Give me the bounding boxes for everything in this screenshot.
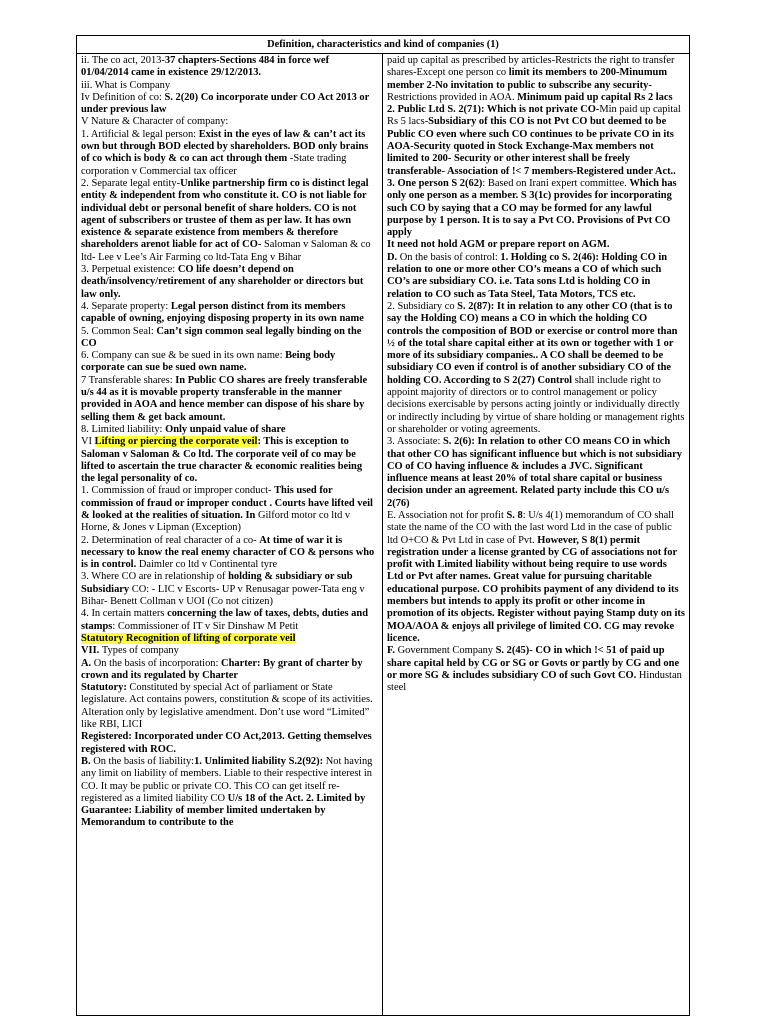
text-run: : Based on Irani expert committee.: [482, 177, 630, 189]
text-run: : This is exception to Saloman v Saloman & Co ltd. The corporate veil of co may be lifted to ascertain the true character & economic realities being the legal personality of co.: [81, 436, 363, 485]
text-run: Iv Definition of co:: [81, 91, 165, 103]
paragraph: [387, 301, 685, 436]
text-run: However, S 8(1) permit registration under a license granted by CG of associations not for profit with Limited liability without being require to use words Ltd or Pvt after names. Great value for pursuing charitable educational purpose. CO prohibits payment of any dividend to its members but intends to apply its profit or other income in promotion of its objects. Register without paying Stamp duty on its MOA/AOA & enjoys all privilege of limited CO. CG may revoke licence.: [387, 534, 685, 644]
text-run: Min paid up capital Rs 5 lacs-: [387, 104, 681, 128]
paragraph: [81, 55, 378, 80]
text-run: 4. Separate property:: [81, 300, 171, 312]
text-run: Types of company: [101, 645, 179, 657]
text-run: Restrictions provided in AOA.: [387, 91, 518, 103]
paragraph: [81, 301, 378, 326]
text-run: Association not for profit: [398, 509, 507, 521]
paragraph: [81, 658, 378, 683]
text-run: U/s 18 of the Act. 2. Limited by Guarantee: Liability of member limited undertaken by Memorandum to contribute to the: [81, 792, 366, 829]
text-run: concerning the law of taxes, debts, duties and stamps: [81, 608, 369, 632]
paragraph: [81, 116, 378, 128]
text-run: V Nature & Character of company:: [81, 116, 229, 128]
paragraph: [387, 178, 685, 239]
paragraph: [81, 682, 378, 731]
text-run: E.: [387, 509, 399, 521]
paragraph: [387, 239, 685, 251]
text-run: Minimum paid up capital Rs 2 lacs: [517, 91, 673, 103]
text-run: On the basis of control:: [399, 251, 501, 263]
paragraph: [387, 510, 685, 645]
text-run: Being body corporate can sue be sued own name.: [81, 350, 336, 374]
text-run: S. 2(87): It in relation to any other CO (that is to say the Holding CO) means a CO in which the holding CO controls the composition of BOD or exercise or control more than ½ of the total share capital either at its own or together with 1 or more of its subsidiary companies.. A CO shall be deemed to be subsidiary CO even if control is of another subsidiary CO of the holding CO. According to S 2(27) Control: [387, 300, 678, 386]
text-run: Charter: By grant of charter by crown and its regulated by Charter: [81, 657, 363, 681]
text-run: Registered: Incorporated under CO Act,2013. Getting themselves registered with ROC.: [81, 731, 372, 755]
highlighted-text: Statutory Recognition of lifting of corporate veil: [81, 632, 296, 644]
paragraph: [81, 129, 378, 178]
text-run: 3. One person S 2(62): [387, 177, 483, 189]
paragraph: [81, 436, 378, 485]
document-title: Definition, characteristics and kind of companies (1): [77, 36, 689, 54]
paragraph: [387, 55, 685, 104]
text-run: 1. Commission of fraud or improper conduct-: [81, 485, 275, 497]
text-run: B.: [81, 755, 94, 767]
text-run: This used for commission of fraud or improper conduct . Courts have lifted veil & looked at the realities of situation. In: [81, 485, 373, 521]
paragraph: [81, 535, 378, 572]
text-run: 3. Where CO are in relationship of: [81, 571, 229, 583]
paragraph: [81, 633, 378, 645]
text-run: 1. Holding co S. 2(46): Holding CO in relation to one or more other CO’s means a CO of which such CO’s are subsidiary CO. i.e. Tata sons Ltd is holding CO in relation to CO such as Tata Steel, Tata Motors, TCS etc.: [387, 251, 668, 300]
text-run: paid up capital as prescribed by articles-Restricts the right to transfer shares-Except one person co: [387, 55, 675, 79]
text-run: limit its members to 200-Minumum member 2-No invitation to public to subscribe any security-: [387, 67, 668, 91]
text-run: 2.: [387, 300, 398, 312]
text-run: 5. Common Seal:: [81, 325, 157, 337]
paragraph: [387, 252, 685, 301]
text-run: Exist in the eyes of law & can’t act its own but through BOD elected by shareholders. BOD only brains of co which is body & co can act through them: [81, 128, 369, 165]
text-run: 4. In certain matters: [81, 608, 168, 620]
text-run: Hindustan steel: [387, 669, 682, 694]
text-run: : U/s 4(1) memorandum of CO shall state the name of the CO with the last word Ltd in the case of public ltd O+CO & Pvt Ltd in case of Pvt.: [387, 509, 675, 546]
document-page: [76, 35, 690, 1016]
text-run: Not having any limit on liability of members. Liable to their respective interest in CO. It may be public or private CO. This CO can get itself re-registered as a limited liability CO: [81, 755, 373, 804]
text-run: 2. Separate legal entity-: [81, 177, 181, 189]
text-run: Which has only one person as a member. S 3(1c) provides for incorporating such CO by saying that a CO may be formed for any lawful purpose by 1 person. It is to say a Pvt CO. Provisions of Pvt CO apply: [387, 177, 677, 239]
right-column: [383, 54, 689, 1015]
text-run: shall include right to appoint majority of directors or to control management or policy decisions exercisable by persons acting jointly or individually directly or indirectly including by virtue of share holding or management rights or shareholder or voting agreements.: [387, 374, 685, 435]
text-run: S. 2(6): In relation to other CO means CO in which that other CO has significant influence but which is not subsidiary CO of CO having influence & includes a JVC. Significant influence means at least 20% of total share capital or business decision under an agreement. Related party include this CO u/s 2(76): [387, 436, 683, 509]
text-run: ii. The co act, 2013-: [81, 55, 165, 66]
text-run: 3. Perpetual existence:: [81, 264, 178, 276]
text-run: CO: - LIC v Escorts- UP v Renusagar power-Tata eng v Bihar- Benett Collman v UOI (Co not citizen): [81, 583, 365, 608]
text-run: Daimler co ltd v Continental tyre: [136, 559, 278, 571]
text-run: At time of war it is necessary to know the real enemy character of CO & persons who is in control.: [81, 534, 375, 571]
paragraph: [81, 178, 378, 264]
text-run: Statutory:: [81, 682, 130, 694]
text-run: S. 2(45)- CO in which !< 51 of paid up share capital held by CG or SG or Govts or partly by CG and one or more SG & includes subsidiary CO of such Govt CO.: [387, 645, 680, 681]
paragraph: [387, 104, 685, 178]
two-column-body: [77, 54, 689, 1015]
text-run: 37 chapters-Sections 484 in force wef 01/04/2014 came in existence 29/12/2013.: [81, 55, 330, 79]
text-run: D.: [387, 251, 400, 263]
text-run: iii. What is Company: [81, 79, 171, 91]
text-run: A.: [81, 657, 94, 669]
paragraph: [81, 92, 378, 117]
text-run: holding & subsidiary or sub Subsidiary: [81, 571, 353, 595]
text-run: 2. Determination of real character of a co-: [81, 534, 260, 546]
paragraph: [81, 645, 378, 657]
highlighted-text: Lifting or piercing the corporate veil: [94, 436, 258, 448]
text-run: Constituted by special Act of parliament or State legislature. Act contains powers, constitution & scope of its activities. Alteration only by legislative amendment. Don’t use word “Limited” like RBI, LICI: [81, 682, 373, 731]
text-run: F.: [387, 645, 398, 657]
paragraph: [387, 436, 685, 510]
text-run: Only unpaid value of share: [165, 423, 286, 435]
text-run: On the basis of incorporation:: [93, 657, 222, 669]
text-run: CO life doesn’t depend on death/insolvency/retirement of any shareholder or directors but law only.: [81, 264, 364, 300]
text-run: : Commissioner of IT v Sir Dinshaw M Petit: [112, 620, 299, 632]
left-column: [77, 54, 383, 1015]
text-run: Subsidiary co: [397, 300, 458, 312]
text-run: Government Company: [397, 645, 496, 657]
text-run: VII.: [81, 645, 102, 657]
text-run: 6. Company can sue & be sued in its own name:: [81, 350, 286, 362]
text-run: 8. Limited liability:: [81, 423, 166, 435]
text-run: 1. Artificial & legal person:: [81, 128, 199, 140]
text-run: VI: [81, 436, 95, 448]
paragraph: [81, 80, 378, 92]
paragraph: [81, 731, 378, 756]
text-run: Can’t sign common seal legally binding on the CO: [81, 325, 362, 349]
text-run: 7 Transferable shares:: [81, 374, 176, 386]
text-run: -State trading corporation v Commercial tax officer: [81, 153, 347, 177]
paragraph: [81, 375, 378, 424]
paragraph: [81, 326, 378, 351]
paragraph: [81, 424, 378, 436]
text-run: 1. Unlimited liability S.2(92):: [194, 755, 324, 767]
paragraph: [81, 485, 378, 534]
text-run: On the basis of liability:: [93, 755, 195, 767]
text-run: S. 2(20) Co incorporate under CO Act 2013 or under previous law: [81, 91, 370, 116]
paragraph: [81, 350, 378, 375]
paragraph: [81, 571, 378, 608]
text-run: It need not hold AGM or prepare report on AGM.: [387, 239, 610, 251]
text-run: Unlike partnership firm co is distinct legal entity & independent from who constitute it. CO is not liable for individual debt or personal benefit of share holders. CO is not agent of subscribers or trustee of them as per law. It has own existence & separate existence from members & therefore shareholders arenot liable for act of CO-: [81, 177, 369, 251]
text-run: Subsidiary of this CO is not Pvt CO but deemed to be Public CO even where such CO continues to be private CO in its AOA-Security quoted in Stock Exchange-Max members not limited to 200- Security or other interest shall be freely transferable- Association of !< 7 members-Registered under Act..: [387, 116, 676, 177]
text-run: Saloman v Saloman & co ltd- Lee v Lee’s Air Farming co ltd-Tata Eng v Bihar: [81, 239, 371, 263]
paragraph: [81, 756, 378, 830]
text-run: S. 8: [506, 509, 523, 521]
paragraph: [81, 608, 378, 633]
paragraph: [387, 645, 685, 694]
text-run: Gilford motor co ltd v Horne, & Jones v Lipman (Exception): [81, 509, 351, 534]
paragraph: [81, 264, 378, 301]
text-run: 3. Associate:: [387, 436, 443, 448]
text-run: Legal person distinct from its members capable of owning, enjoying disposing property in its own name: [81, 300, 364, 325]
text-run: In Public CO shares are freely transferable u/s 44 as it is movable property transferable in the manner provided in AOA and hence member can dispose of his share by selling them & get back amount.: [81, 374, 368, 423]
text-run: 2. Public Ltd S. 2(71): Which is not private CO-: [387, 104, 600, 116]
